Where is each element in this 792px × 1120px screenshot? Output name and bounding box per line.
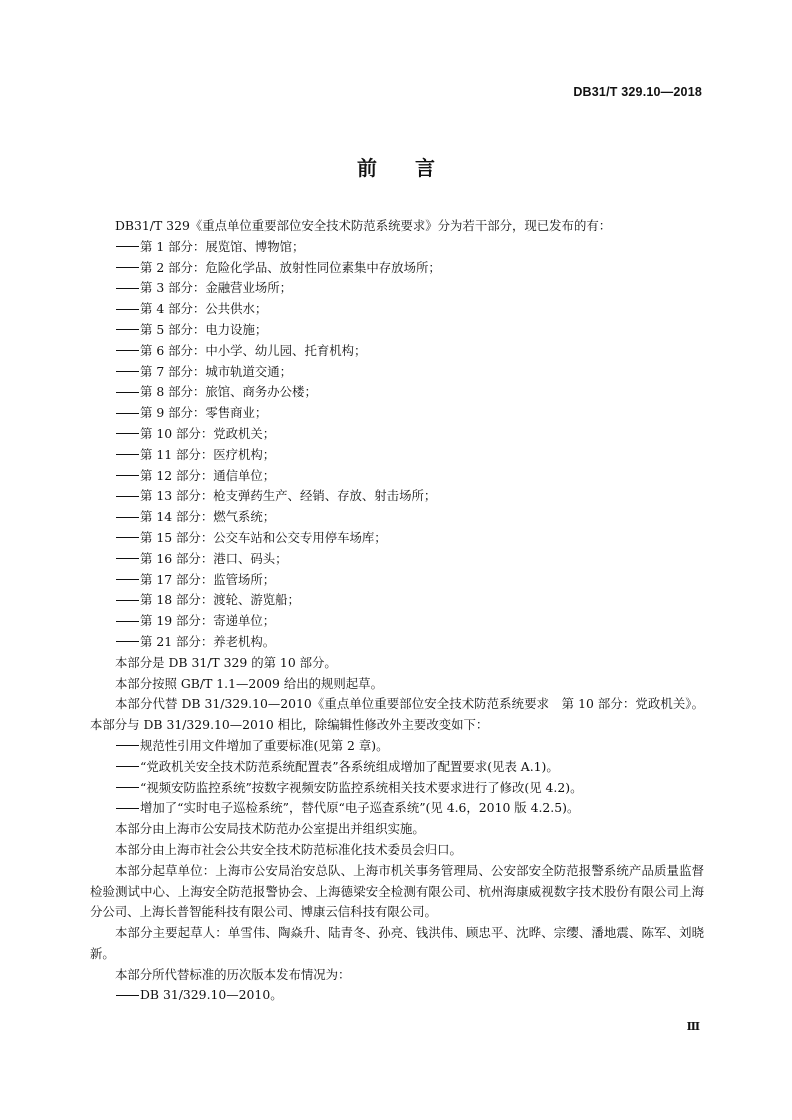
dash-marker xyxy=(115,305,140,315)
dash-marker xyxy=(115,637,140,647)
dash-marker xyxy=(115,471,140,481)
list-item: 第 17 部分：监管场所； xyxy=(90,570,704,591)
list-item: 第 3 部分：金融营业场所； xyxy=(90,278,704,299)
dash-marker xyxy=(115,242,140,252)
list-item: 第 5 部分：电力设施； xyxy=(90,320,704,341)
list-item: 第 7 部分：城市轨道交通； xyxy=(90,362,704,383)
dash-marker xyxy=(115,492,140,502)
list-item: “党政机关安全技术防范系统配置表”各系统组成增加了配置要求(见表 A.1)。 xyxy=(90,757,704,778)
dash-marker xyxy=(115,575,140,585)
list-item: 第 12 部分：通信单位； xyxy=(90,466,704,487)
drafting-units-paragraph: 本部分起草单位：上海市公安局治安总队、上海市机关事务管理局、公安部安全防范报警系统产品质量监督检验测试中心、上海安全防范报警协会、上海德梁安全检测有限公司、杭州海康威视数字技术股份有限公司上海分公司、上海长普智能科技有限公司、博康云信科技有限公司。 xyxy=(90,862,704,920)
dash-marker xyxy=(115,741,140,751)
list-item: 第 1 部分：展览馆、博物馆； xyxy=(90,237,704,258)
changes-list xyxy=(90,736,704,819)
list-item: 第 2 部分：危险化学品、放射性同位素集中存放场所； xyxy=(90,258,704,279)
dash-marker xyxy=(115,804,140,814)
list-item: 第 13 部分：枪支弹药生产、经销、存放、射击场所； xyxy=(90,486,704,507)
parts-list xyxy=(90,237,704,653)
list-item: 第 10 部分：党政机关； xyxy=(90,424,704,445)
dash-marker xyxy=(115,596,140,606)
list-item: 第 19 部分：寄递单位； xyxy=(90,611,704,632)
page-number: Ⅲ xyxy=(686,1020,700,1033)
list-item: 第 4 部分：公共供水； xyxy=(90,299,704,320)
part-of-paragraph: 本部分是 DB 31/T 329 的第 10 部分。 xyxy=(115,654,337,670)
drafters-paragraph: 本部分主要起草人：单雪伟、陶焱升、陆青冬、孙亮、钱洪伟、顾忠平、沈晔、宗缨、潘地震、陈军、刘晓新。 xyxy=(90,925,704,961)
dash-marker xyxy=(115,991,140,1001)
list-item: 第 16 部分：港口、码头； xyxy=(90,549,704,570)
dash-marker xyxy=(115,429,140,439)
dash-marker xyxy=(115,388,140,398)
intro-paragraph: DB31/T 329《重点单位重要部位安全技术防范系统要求》分为若干部分，现已发布的有： xyxy=(115,218,612,233)
dash-marker xyxy=(115,346,140,356)
standard-code: DB31/T 329.10—2018 xyxy=(573,85,702,99)
list-item: 第 8 部分：旅馆、商务办公楼； xyxy=(90,382,704,403)
list-item: 第 14 部分：燃气系统； xyxy=(90,507,704,528)
document-body xyxy=(90,216,704,1006)
dash-marker xyxy=(115,263,140,273)
list-item: 第 15 部分：公交车站和公交专用停车场库； xyxy=(90,528,704,549)
dash-marker xyxy=(115,367,140,377)
list-item: 第 21 部分：养老机构。 xyxy=(90,632,704,653)
dash-marker xyxy=(115,617,140,627)
replacement-paragraph: 本部分代替 DB 31/329.10—2010《重点单位重要部位安全技术防范系统要求 第 10 部分：党政机关》。本部分与 DB 31/329.10—2010 相比，除编辑性修改外主要改变如下： xyxy=(90,696,704,733)
history-list xyxy=(90,985,704,1006)
dash-marker xyxy=(115,450,140,460)
list-item: 第 18 部分：渡轮、游览船； xyxy=(90,590,704,611)
dash-marker xyxy=(115,533,140,543)
rules-paragraph: 本部分按照 GB/T 1.1—2009 给出的规则起草。 xyxy=(115,675,383,691)
centralized-by-paragraph: 本部分由上海市社会公共安全技术防范标准化技术委员会归口。 xyxy=(115,841,462,857)
list-item: 规范性引用文件增加了重要标准(见第 2 章)。 xyxy=(90,736,704,757)
dash-marker xyxy=(115,513,140,523)
history-paragraph: 本部分所代替标准的历次版本发布情况为： xyxy=(115,966,351,982)
dash-marker xyxy=(115,325,140,335)
dash-marker xyxy=(115,284,140,294)
list-item: DB 31/329.10—2010。 xyxy=(90,985,704,1006)
proposed-by-paragraph: 本部分由上海市公安局技术防范办公室提出并组织实施。 xyxy=(115,821,425,837)
list-item: 增加了“实时电子巡检系统”，替代原“电子巡查系统”(见 4.6，2010 版 4.2.5)。 xyxy=(90,798,704,819)
list-item: “视频安防监控系统”按数字视频安防监控系统相关技术要求进行了修改(见 4.2)。 xyxy=(90,778,704,799)
dash-marker xyxy=(115,783,140,793)
dash-marker xyxy=(115,409,140,419)
list-item: 第 6 部分：中小学、幼儿园、托育机构； xyxy=(90,341,704,362)
dash-marker xyxy=(115,762,140,772)
page-title: 前言 xyxy=(357,156,473,180)
list-item: 第 11 部分：医疗机构； xyxy=(90,445,704,466)
list-item: 第 9 部分：零售商业； xyxy=(90,403,704,424)
dash-marker xyxy=(115,554,140,564)
